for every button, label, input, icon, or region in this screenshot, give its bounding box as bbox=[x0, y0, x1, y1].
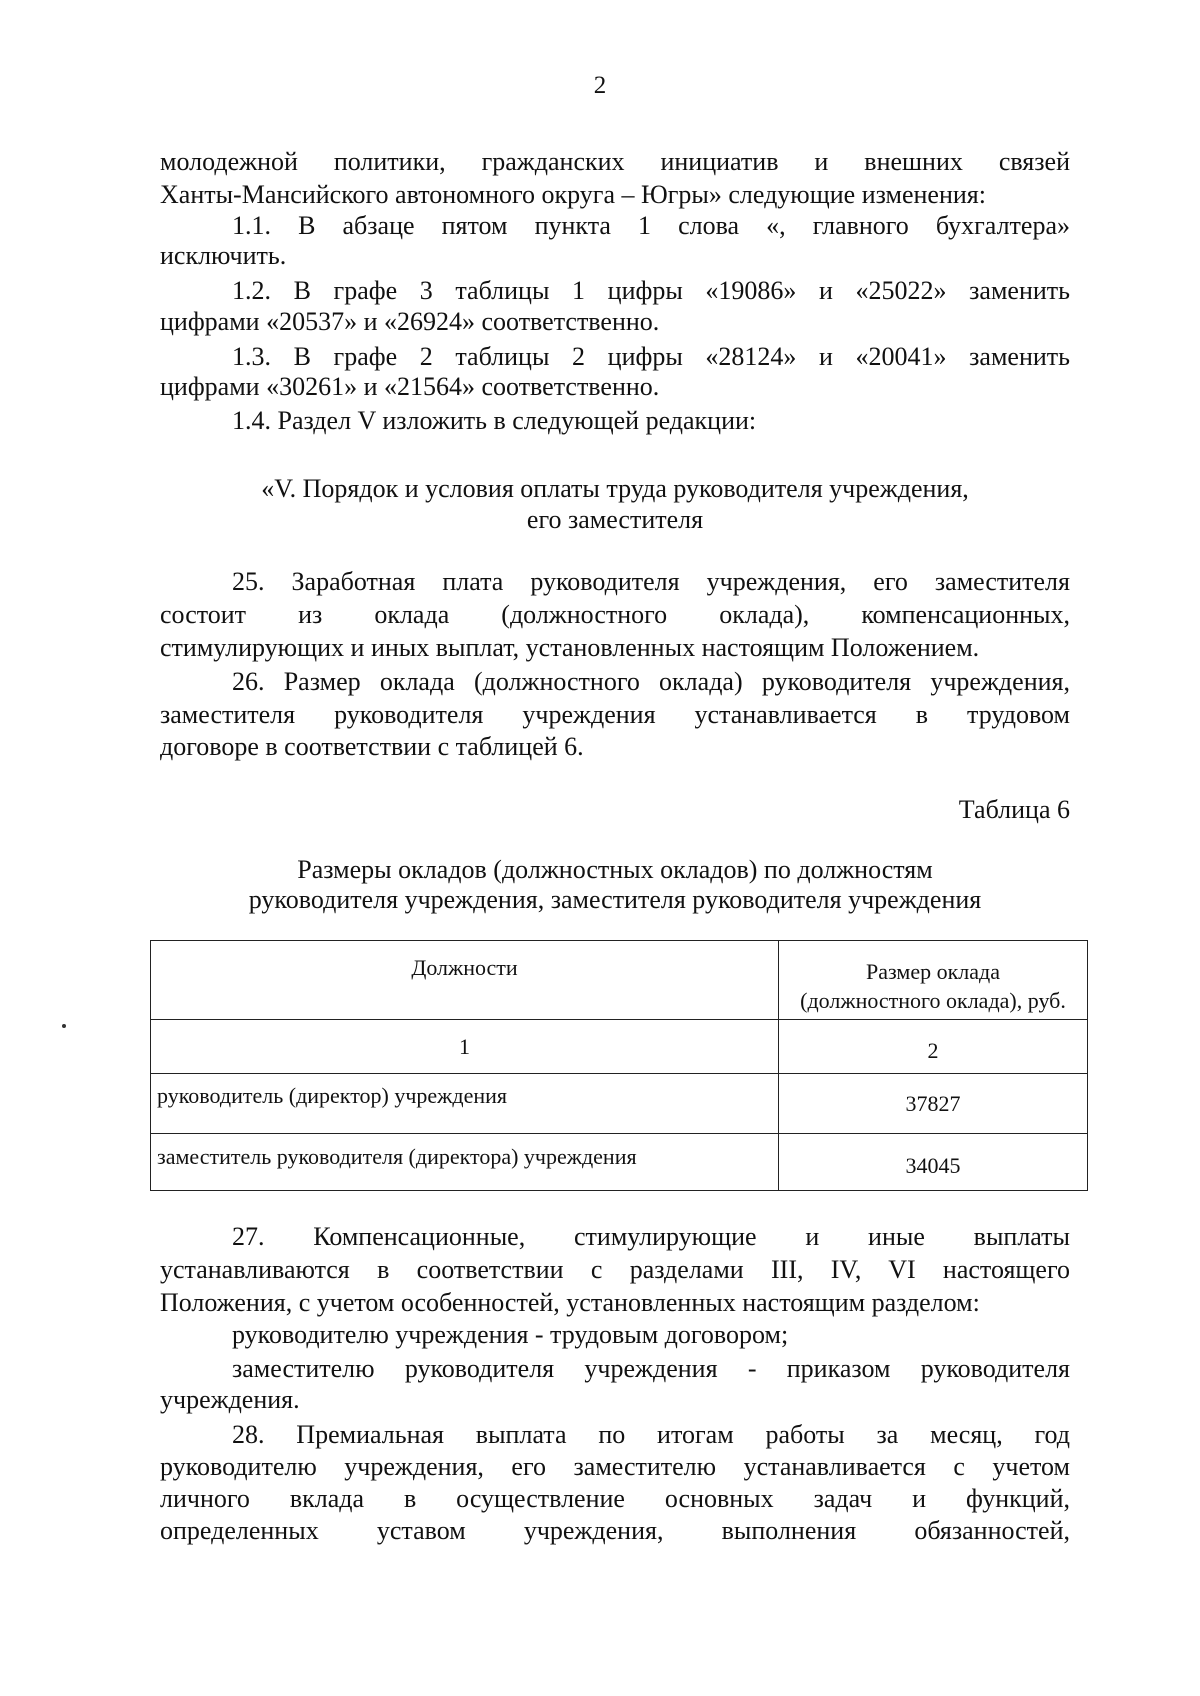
text-line-1: молодежной политики, гражданских инициатив и внешних связей bbox=[160, 147, 1070, 176]
table-divider bbox=[151, 1133, 1087, 1134]
text-line-2: Ханты-Мансийского автономного округа – Югры» следующие изменения: bbox=[160, 180, 986, 209]
table-row-position: руководитель (директор) учреждения bbox=[157, 1083, 508, 1108]
paragraph-28-line-2: руководителю учреждения, его заместителю устанавливается с учетом bbox=[160, 1452, 1070, 1481]
table-label: Таблица 6 bbox=[958, 795, 1070, 824]
page-number: 2 bbox=[593, 72, 607, 99]
text-line-8: цифрами «30261» и «21564» соответственно. bbox=[160, 372, 660, 401]
text-line-4: исключить. bbox=[160, 241, 287, 270]
table-column-number-2: 2 bbox=[927, 1038, 939, 1063]
text-line-3: 1.1. В абзаце пятом пункта 1 слова «, главного бухгалтера» bbox=[232, 211, 1070, 240]
table-header-salary-line-2: (должностного оклада), руб. bbox=[800, 988, 1066, 1013]
paragraph-26-line-2: заместителя руководителя учреждения устанавливается в трудовом bbox=[160, 700, 1070, 729]
table-caption-line-1: Размеры окладов (должностных окладов) по должностям bbox=[297, 855, 933, 884]
paragraph-26-line-1: 26. Размер оклада (должностного оклада) руководителя учреждения, bbox=[232, 667, 1070, 696]
text-line-6: цифрами «20537» и «26924» соответственно. bbox=[160, 307, 660, 336]
table-column-number-1: 1 bbox=[459, 1034, 470, 1059]
table-row-salary: 34045 bbox=[905, 1153, 961, 1178]
text-line-5: 1.2. В графе 3 таблицы 1 цифры «19086» и «25022» заменить bbox=[232, 276, 1070, 305]
paragraph-27-line-6: учреждения. bbox=[160, 1385, 300, 1414]
table-row-salary: 37827 bbox=[905, 1091, 961, 1116]
table-header-salary-line-1: Размер оклада bbox=[866, 959, 1000, 984]
paragraph-27-line-4: руководителю учреждения - трудовым договором; bbox=[232, 1320, 789, 1349]
paragraph-25-line-3: стимулирующих и иных выплат, установленных настоящим Положением. bbox=[160, 633, 980, 662]
table-row-position: заместитель руководителя (директора) учреждения bbox=[157, 1144, 637, 1169]
paragraph-28-line-4: определенных уставом учреждения, выполнения обязанностей, bbox=[160, 1516, 1070, 1545]
text-line-7: 1.3. В графе 2 таблицы 2 цифры «28124» и «20041» заменить bbox=[232, 342, 1070, 371]
table-caption-line-2: руководителя учреждения, заместителя руководителя учреждения bbox=[248, 885, 982, 914]
table-divider bbox=[151, 1073, 1087, 1074]
paragraph-28-line-1: 28. Премиальная выплата по итогам работы за месяц, год bbox=[232, 1420, 1070, 1449]
section-title-line-2: его заместителя bbox=[526, 505, 704, 534]
paragraph-26-line-3: договоре в соответствии с таблицей 6. bbox=[160, 732, 584, 761]
paragraph-27-line-1: 27. Компенсационные, стимулирующие и иные выплаты bbox=[232, 1222, 1070, 1251]
paragraph-28-line-3: личного вклада в осуществление основных задач и функций, bbox=[160, 1484, 1070, 1513]
paragraph-27-line-3: Положения, с учетом особенностей, установленных настоящим разделом: bbox=[160, 1288, 980, 1317]
table-divider bbox=[151, 1019, 1087, 1020]
paragraph-25-line-2: состоит из оклада (должностного оклада), компенсационных, bbox=[160, 600, 1070, 629]
text-line-9: 1.4. Раздел V изложить в следующей редакции: bbox=[232, 406, 757, 435]
scan-speck bbox=[62, 1024, 66, 1028]
paragraph-25-line-1: 25. Заработная плата руководителя учреждения, его заместителя bbox=[232, 567, 1070, 596]
paragraph-27-line-2: устанавливаются в соответствии с разделами III, IV, VI настоящего bbox=[160, 1255, 1070, 1284]
salary-table bbox=[150, 940, 1088, 1191]
paragraph-27-line-5: заместителю руководителя учреждения - приказом руководителя bbox=[232, 1354, 1070, 1383]
table-header-positions: Должности bbox=[411, 955, 518, 980]
section-title-line-1: «V. Порядок и условия оплаты труда руководителя учреждения, bbox=[261, 474, 969, 503]
